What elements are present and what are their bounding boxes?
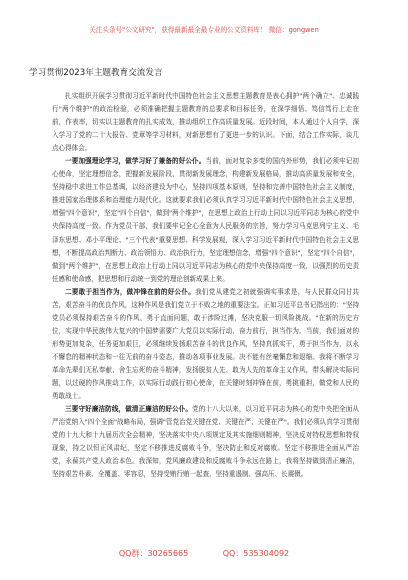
section-heading: 一要加强理论学习，做学习好了兼备的好公仆。 <box>65 157 206 166</box>
body-paragraph <box>52 403 359 481</box>
paragraph-text: 党的十八大以来，以习近平同志为核心的党中央把全面从严治党纳入"四个全面"战略布局，强调"管党治党关键在党、关键在严、关键在严"。我们必须认真学习贯彻党的十九大和十九届历次全会精神，坚决落实中央八项规定及其实施细则精神，坚决反对特权思想和特权现象，持之以恒正风肃纪，坚定不移推进反腐败斗争，坚决防止和反对腐败。坚定不移推进全面从严治党，永葆共产党人政治本色。我深知，党风廉政建设和反腐败斗争永远在路上，我将坚持做到清正廉洁，坚持艰苦朴素、全覆盖、零容忍，坚持受贿行贿一起查，坚持重遏制、强高压、长震慑。 <box>52 405 359 479</box>
banner-notice: 关注头条号"公文研究"，获得最新最全最专业的公文资料库！ 微信：gongwen <box>89 26 319 34</box>
document-title: 学习贯彻2023年主题教育交流发言 <box>29 68 163 78</box>
footer-qq: QQ：535304092 <box>222 549 290 558</box>
document-body <box>52 90 359 481</box>
section-heading: 二要敢于担当作为，做冲锋在前的好公仆。 <box>65 287 196 296</box>
section-heading: 三要守好廉洁防线，做清正廉洁的好公仆。 <box>65 405 193 414</box>
paragraph-text: 扎实组织开展学习贯彻习近平新时代中国特色社会主义思想主题教育是表心拥护"两个确立"、忠诚践行"两个维护"的政治检验，必须准确把握主题教育的总要求和目标任务，在深学细悟、笃信笃行上走在前，作表率，切实以主题教育的扎实成效，推动组织工作高质量发展。近段时间，本人通过个人自学，深入学习了党的二十大报告、党章等学习材料，对新思想有了更进一步的认识。下面，结合工作实际，谈几点心得体会。 <box>52 92 359 153</box>
body-paragraph <box>52 90 359 155</box>
body-paragraph <box>52 155 359 285</box>
footer-contact <box>0 549 408 559</box>
footer-qq-group: QQ群：30265665 <box>118 549 189 558</box>
body-paragraph <box>52 286 359 403</box>
paragraph-text: 当前，面对复杂多变的国内外形势，我们必须牢记初心使命，坚定理想信念，把握新发展阶段，贯彻新发展理念，构建新发展格局，推动高质量发展和安全，坚持稳中求进工作总基调，以经济建设为中心，坚持四项基本原则，坚持和完善中国特色社会主义制度，推进国家治理体系和治理能力现代化。这就要求我们必须认真学习习近平新时代中国特色社会主义思想，增强"四个意识"，坚定"四个自信"，做到"两个维护"，在思想上政治上行动上同以习近平同志为核心的党中央保持高度一致。作为党员干部，我们要牢记全心全意为人民服务的宗旨，努力学习马克思列宁主义、毛泽东思想、邓小平理论、"三个代表"重要思想、科学发展观，深入学习习近平新时代中国特色社会主义思想，不断提高政治判断力、政治领悟力、政治执行力，坚定理想信念，增强"四个意识"，坚定"四个自信"，做到"两个维护"，在思想上政治上行动上同以习近平同志为核心的党中央保持高度一致，以强烈的历史责任感和使命感，把思想和行动统一到党的理论创新成果上来。 <box>52 157 359 283</box>
paragraph-text: 我们党从建党之初就强调实事求是，与人民群众同甘共苦，艰苦奋斗的优良作风，这种作风是我们党立于不败之地的重要法宝。正如习近平总书记指出的："坚持党员必须保持艰苦奋斗的作风，勇于直面问题，敢于涉险过滩，坚决克服一切风险挑战。"在新的历史方位，实现中华民族伟大复兴的中国梦需要广大党员以实际行动、奋力前行，担当作为。当前，我们面对的形势更加复杂，任务更加艰巨，必须继续发扬艰苦奋斗的优良作风，坚持真抓实干，勇于担当作为，以永不懈怠的精神状态和一往无前的奋斗姿态，推动各项事业发展。决不能有丝毫懈怠和退缩。我将不断学习革命先辈们无私奉献、舍生忘死的奋斗精神，发扬脱贫人先、敢为人先的革命主义作风，带头解决实际问题，以过硬的作风推动工作，以实际行动践行初心使命，在关键时刻冲锋在前，勇挑重担，做党和人民的勇敢战士。 <box>52 287 359 401</box>
